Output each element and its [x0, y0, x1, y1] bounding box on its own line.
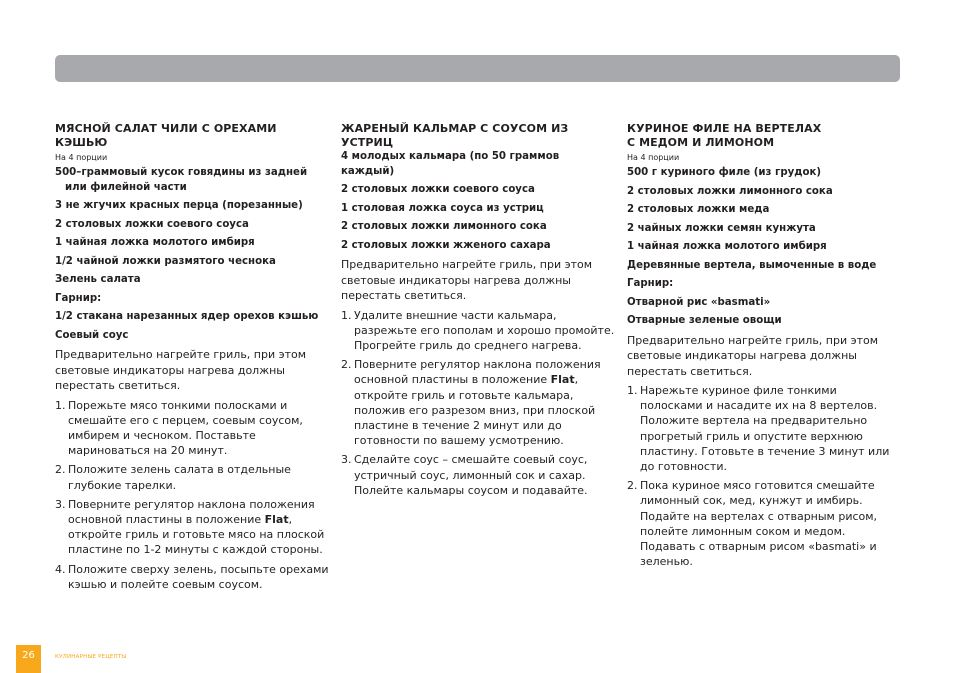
step-item	[341, 308, 615, 354]
ingredient-item	[341, 220, 615, 235]
step-list	[341, 308, 615, 498]
step-text: Поверните регулятор наклона положения основной пластины в положение	[68, 497, 315, 526]
step-item	[627, 383, 901, 474]
mode-label: Flat	[550, 373, 575, 387]
ingredient-line: Соевый соус	[55, 329, 129, 341]
ingredient-line: Отварные зеленые овощи	[627, 315, 782, 326]
step-list	[627, 383, 901, 569]
ingredient-line: 1 столовая ложка соуса из устриц	[341, 202, 544, 214]
step-number: 1.	[55, 398, 66, 412]
ingredient-item	[55, 273, 329, 288]
step-text: Поверните регулятор наклона положения основной пластины в положение	[354, 358, 601, 387]
step-text: Сделайте соус – смешайте соевый соус, устричный соус, лимонный сок и сахар. Полейте кальмары соусом и подавайте.	[354, 453, 588, 497]
ingredient-line: 2 столовых ложки соевого соуса	[55, 218, 249, 230]
recipe-portions: На 4 порции	[55, 153, 108, 162]
ingredient-item	[341, 239, 615, 254]
step-list	[55, 398, 329, 592]
step-number: 1.	[627, 384, 638, 397]
recipe-portions: На 4 порции	[627, 153, 680, 162]
step-item	[55, 462, 329, 492]
step-number: 3.	[341, 453, 352, 467]
ingredient-item	[55, 236, 329, 251]
ingredient-item	[627, 314, 901, 329]
ingredient-list	[55, 166, 329, 343]
step-text: Положите сверху зелень, посыпьте орехами кэшью и полейте соевым соусом.	[68, 562, 329, 591]
ingredient-item	[627, 222, 901, 237]
ingredient-line: 2 столовых ложки лимонного сока	[627, 185, 833, 197]
step-text: Нарежьте куриное филе тонкими полосками и насадите их на 8 вертелов. Положите вертела на предварительно прогретый гриль и опустите верхнюю пластину. Готовьте в течение 3 минут или до готовности.	[640, 384, 890, 474]
ingredient-line: 4 молодых кальмара (по 50 граммов каждый)	[341, 151, 560, 177]
ingredient-line: 2 столовых ложки лимонного сока	[341, 221, 547, 232]
ingredient-line: Гарнир:	[627, 278, 674, 289]
step-item	[341, 357, 615, 448]
ingredient-item	[627, 277, 901, 292]
ingredient-item	[55, 310, 329, 325]
ingredient-item	[55, 199, 329, 214]
recipe-title: МЯСНОЙ САЛАТ ЧИЛИ С ОРЕХАМИ КЭШЬЮ	[55, 122, 277, 149]
ingredient-line: 2 столовых ложки меда	[627, 204, 770, 215]
ingredient-item	[341, 202, 615, 217]
ingredient-list	[627, 166, 901, 329]
ingredient-item	[627, 240, 901, 255]
section-label: КУЛИНАРНЫЕ РЕЦЕПТЫ	[55, 654, 127, 660]
step-text: Порежьте мясо тонкими полосками и смешайте его с перцем, соевым соусом, имбирем и чесноком. Поставьте мариноваться на 20 минут.	[68, 398, 303, 458]
ingredient-line: или филейной части	[65, 181, 187, 193]
ingredient-line: 1/2 стакана нарезанных ядер орехов кэшью	[55, 311, 319, 322]
ingredient-item	[55, 166, 329, 195]
ingredient-item	[55, 255, 329, 270]
ingredient-line: 2 столовых ложки соевого соуса	[341, 184, 535, 195]
recipe-title: ЖАРЕНЫЙ КАЛЬМАР С СОУСОМ ИЗ УСТРИЦ	[341, 122, 569, 149]
ingredient-item	[627, 296, 901, 311]
recipe-column-1	[55, 122, 329, 596]
step-text: Удалите внешние части кальмара, разрежьте его пополам и хорошо промойте. Прогрейте гриль до среднего нагрева.	[354, 308, 615, 352]
ingredient-item	[341, 183, 615, 198]
ingredient-item	[55, 218, 329, 233]
step-item	[55, 562, 329, 592]
ingredient-item	[55, 292, 329, 307]
recipe-intro: Предварительно нагрейте гриль, при этом световые индикаторы нагрева должны перестать светиться.	[55, 348, 307, 392]
header-bar	[55, 55, 900, 82]
step-text: , откройте гриль и готовьте кальмара, положив его разрезом вниз, при плоской пластине в течение 2 минут или до готовности по вашему усмотрению.	[354, 373, 596, 448]
step-number: 2.	[627, 479, 638, 493]
ingredient-line: 2 чайных ложки семян кунжута	[627, 222, 816, 234]
ingredient-line: 1 чайная ложка молотого имбиря	[55, 237, 255, 248]
ingredient-line: 1 чайная ложка молотого имбиря	[627, 241, 827, 252]
ingredient-line: 1/2 чайной ложки размятого чеснока	[55, 255, 276, 267]
page-number: 26	[16, 645, 41, 673]
ingredient-item	[627, 185, 901, 200]
recipe-title: КУРИНОЕ ФИЛЕ НА ВЕРТЕЛАХ С МЕДОМ И ЛИМОНОМ	[627, 122, 822, 149]
ingredient-line: Деревянные вертела, вымоченные в воде	[627, 259, 877, 271]
ingredient-line: 500–граммовый кусок говядины из задней	[55, 167, 308, 178]
step-number: 4.	[55, 562, 66, 576]
ingredient-list	[341, 150, 615, 253]
ingredient-item	[341, 150, 615, 179]
ingredient-item	[55, 329, 329, 344]
step-text: Положите зелень салата в отдельные глубокие тарелки.	[68, 463, 291, 492]
step-number: 2.	[55, 463, 66, 477]
step-item	[627, 478, 901, 569]
ingredient-line: Отварной рис «basmati»	[627, 296, 771, 308]
ingredient-item	[627, 259, 901, 274]
ingredient-item	[627, 166, 901, 181]
recipe-intro: Предварительно нагрейте гриль, при этом световые индикаторы нагрева должны перестать светиться.	[341, 258, 593, 302]
ingredient-line: Зелень салата	[55, 274, 141, 285]
step-number: 1.	[341, 308, 352, 322]
ingredient-line: 3 не жгучих красных перца (порезанные)	[55, 200, 303, 211]
step-item	[55, 497, 329, 558]
step-item	[341, 452, 615, 498]
step-number: 2.	[341, 358, 352, 372]
ingredient-line: 2 столовых ложки жженого сахара	[341, 239, 551, 251]
ingredient-line: 500 г куриного филе (из грудок)	[627, 167, 822, 178]
recipe-column-3	[627, 122, 901, 573]
step-item	[55, 398, 329, 459]
recipe-column-2	[341, 122, 615, 502]
step-text: , откройте гриль и готовьте мясо на плоской пластине по 1-2 минуты с каждой стороны.	[68, 512, 325, 557]
step-number: 3.	[55, 497, 66, 511]
step-text: Пока куриное мясо готовится смешайте лимонный сок, мед, кунжут и имбирь. Подайте на вертелах с отварным рисом, полейте лимонным соком и медом. Подавать с отварным рисом «basmati» и зеленью.	[640, 479, 878, 569]
mode-label: Flat	[264, 512, 289, 526]
ingredient-line: Гарнир:	[55, 292, 102, 304]
ingredient-item	[627, 203, 901, 218]
recipe-intro: Предварительно нагрейте гриль, при этом световые индикаторы нагрева должны перестать светиться.	[627, 333, 879, 378]
